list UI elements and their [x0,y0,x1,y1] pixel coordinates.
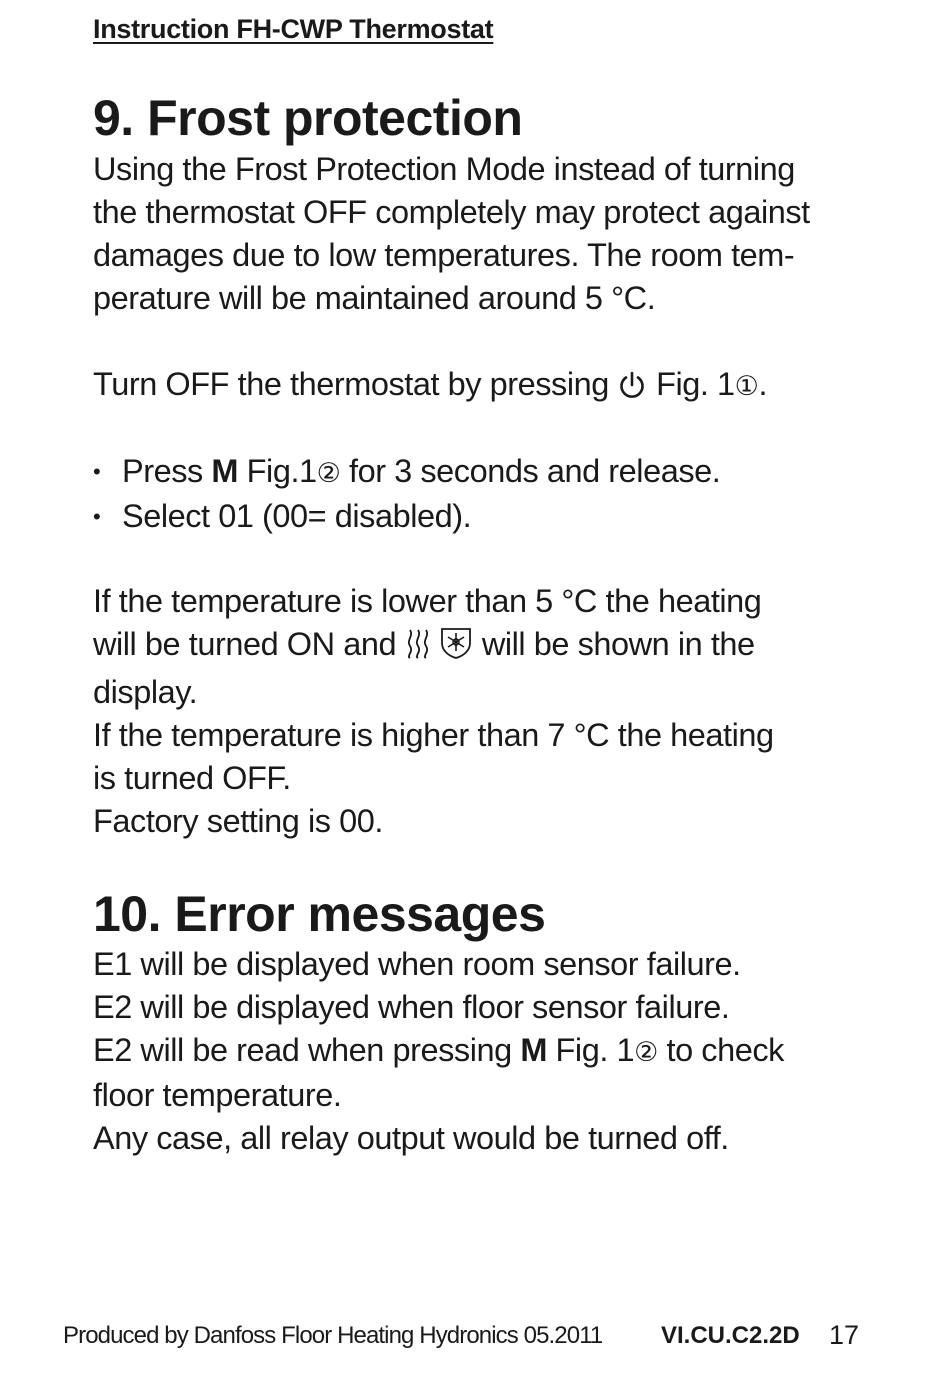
page-number: 17 [829,1320,860,1350]
text-line: display. [93,674,198,710]
text-run: . [758,366,768,402]
callout-number: ② [634,1037,658,1068]
frost-shield-icon [439,626,473,671]
text-line: perature will be maintained around 5 °C. [93,280,656,316]
section-heading-frost-protection: 9. Frost protection [93,90,523,146]
callout-number: ② [316,458,341,489]
running-header: Instruction FH-CWP Thermostat [93,14,494,44]
fig-reference: Fig. 1 [656,366,735,402]
text-line: floor temperature. [93,1077,342,1113]
text-line: is turned OFF. [93,760,291,796]
text-line: Factory setting is 00. [93,803,383,839]
callout-number: ① [734,371,759,402]
text-run: Turn OFF the thermostat by pressing [93,366,609,402]
text-run: for 3 seconds and release. [349,453,721,489]
text-line: the thermostat OFF completely may protect against [93,194,810,230]
footer-document-code: VI.CU.C2.2D [661,1322,800,1349]
text-run: to check [666,1032,784,1068]
text-line: If the temperature is higher than 7 °C the heating [93,717,774,753]
text-line: E2 will be displayed when floor sensor failure. [93,989,730,1025]
list-item: • Select 01 (00= disabled). [93,495,720,538]
text-run: will be shown in the [481,626,755,662]
list-item [93,450,720,495]
text-line: Using the Frost Protection Mode instead of turning [93,151,795,187]
footer-producer: Produced by Danfoss Floor Heating Hydronics 05.2011 [63,1322,603,1349]
heating-on-paragraph [93,580,893,843]
text-line: If the temperature is lower than 5 °C the heating [93,583,762,619]
text-line: E1 will be displayed when room sensor failure. [93,946,741,982]
text-run: E2 will be read when pressing [93,1032,512,1068]
power-icon [617,368,647,411]
page-footer [63,1322,863,1356]
turn-off-instruction [93,363,893,411]
fig-reference: Fig. 1 [555,1032,635,1068]
m-key-label: M [520,1032,547,1068]
text-line: damages due to low temperatures. The room tem- [93,237,795,273]
text-line: Any case, all relay output would be turned off. [93,1120,729,1156]
heating-waves-icon [405,628,431,671]
text-run: will be turned ON and [93,626,397,662]
frost-intro-paragraph [93,148,893,320]
m-key-label: M [211,453,239,489]
error-messages-paragraph [93,943,893,1160]
frost-steps-list [93,450,720,538]
fig-reference: Fig.1 [246,453,317,489]
section-heading-error-messages: 10. Error messages [93,886,546,942]
text-run: Press [122,453,203,489]
